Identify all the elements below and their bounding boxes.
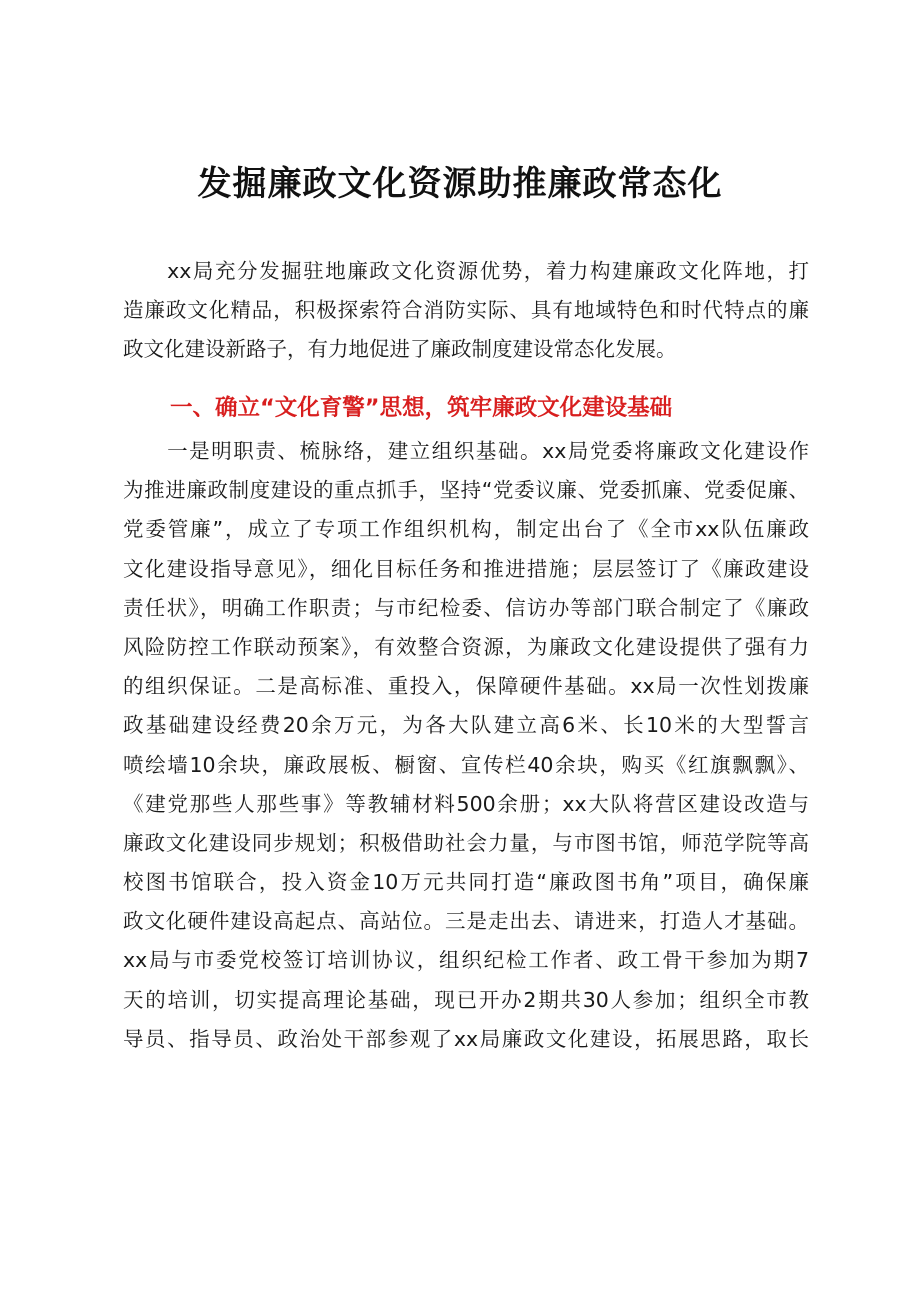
body-line: 责任状》，明确工作职责；与市纪检委、信访办等部门联合制定了《廉政 xyxy=(123,595,809,620)
body-line: 政文化硬件建设高起点、高站位。三是走出去、请进来，打造人才基础。 xyxy=(123,909,809,934)
intro-paragraph xyxy=(123,252,809,370)
body-line: 政基础建设经费20余万元，为各大队建立高6米、长10米的大型誓言 xyxy=(123,713,809,738)
intro-line: 造廉政文化精品，积极探索符合消防实际、具有地域特色和时代特点的廉 xyxy=(123,298,809,323)
section-heading: 一、确立“文化育警”思想，筑牢廉政文化建设基础 xyxy=(170,395,673,421)
body-line: 《建党那些人那些事》等教辅材料500余册；xx大队将营区建设改造与 xyxy=(123,791,809,816)
section-body-paragraph xyxy=(123,432,809,1059)
body-line: 为推进廉政制度建设的重点抓手，坚持“党委议廉、党委抓廉、党委促廉、 xyxy=(123,478,809,503)
body-line: 导员、指导员、政治处干部参观了xx局廉政文化建设，拓展思路，取长 xyxy=(123,1026,809,1051)
document-title: 发掘廉政文化资源助推廉政常态化 xyxy=(197,164,723,204)
body-line: 党委管廉”，成立了专项工作组织机构，制定出台了《全市xx队伍廉政 xyxy=(123,517,809,542)
body-line: 的组织保证。二是高标准、重投入，保障硬件基础。xx局一次性划拨廉 xyxy=(123,674,809,699)
intro-line: xx局充分发掘驻地廉政文化资源优势，着力构建廉政文化阵地，打 xyxy=(123,259,809,283)
body-line: 校图书馆联合，投入资金10万元共同打造“廉政图书角”项目，确保廉 xyxy=(123,870,809,895)
body-line: 廉政文化建设同步规划；积极借助社会力量，与市图书馆，师范学院等高 xyxy=(123,830,809,855)
body-line: 一是明职责、梳脉络，建立组织基础。xx局党委将廉政文化建设作 xyxy=(123,439,809,463)
body-line: xx局与市委党校签订培训协议，组织纪检工作者、政工骨干参加为期7 xyxy=(123,948,809,973)
body-line: 风险防控工作联动预案》，有效整合资源，为廉政文化建设提供了强有力 xyxy=(123,634,809,659)
body-line: 喷绘墙10余块，廉政展板、橱窗、宣传栏40余块，购买《红旗飘飘》、 xyxy=(123,752,809,777)
body-line: 文化建设指导意见》，细化目标任务和推进措施；层层签订了《廉政建设 xyxy=(123,556,809,581)
intro-line: 政文化建设新路子，有力地促进了廉政制度建设常态化发展。 xyxy=(123,337,677,362)
body-line: 天的培训，切实提高理论基础，现已开办2期共30人参加；组织全市教 xyxy=(123,987,809,1012)
